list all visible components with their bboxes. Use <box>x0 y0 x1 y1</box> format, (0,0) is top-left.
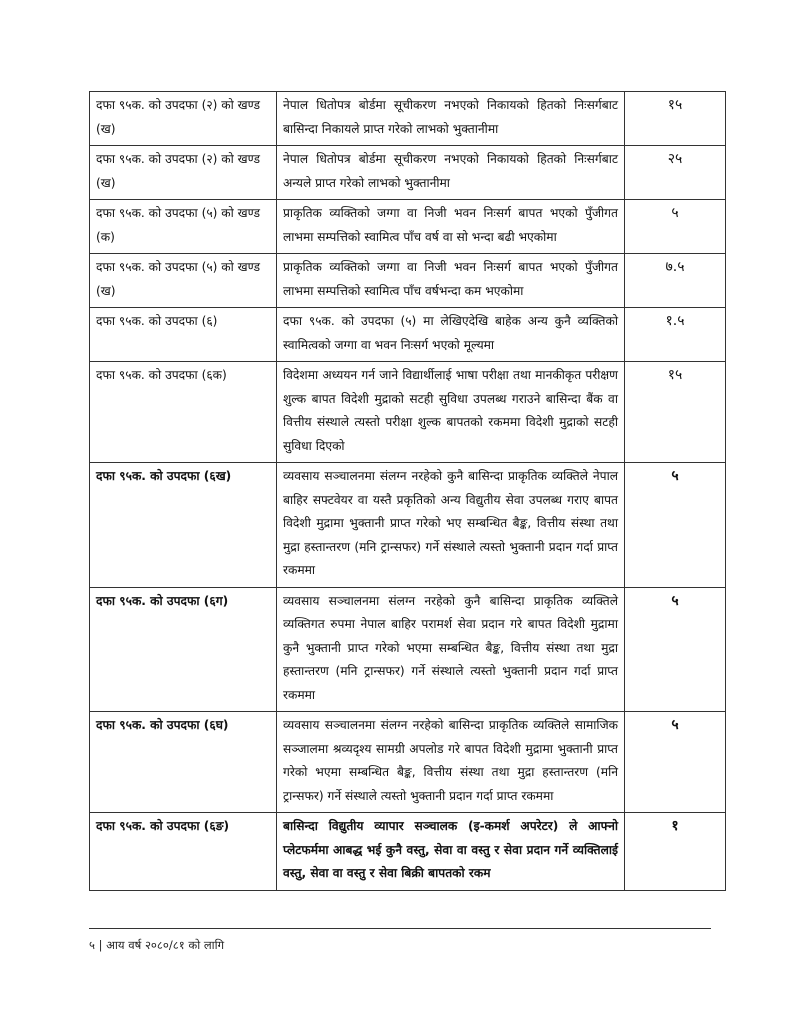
table-row <box>90 200 726 254</box>
description-cell: दफा ९५क. को उपदफा (५) मा लेखिएदेखि बाहेक अन्य कुनै व्यक्तिको स्वामित्वको जग्गा वा भवन निःसर्ग भएको मूल्यमा <box>277 308 625 362</box>
table-row <box>90 463 726 588</box>
page-footer <box>89 938 224 953</box>
section-cell: दफा ९५क. को उपदफा (२) को खण्ड (ख) <box>90 146 277 200</box>
rate-cell: ७.५ <box>625 254 726 308</box>
page-number: ५ <box>89 938 95 952</box>
rate-cell: ५ <box>625 463 726 588</box>
table-row <box>90 813 726 891</box>
description-cell: व्यवसाय सञ्चालनमा संलग्न नरहेको कुनै बासिन्दा प्राकृतिक व्यक्तिले व्यक्तिगत रुपमा नेपाल बाहिर परामर्श सेवा प्रदान गरे बापत विदेशी मुद्रामा कुनै भुक्तानी प्राप्त गरेको भएमा सम्बन्धित बैङ्क, वित्तीय संस्था तथा मुद्रा हस्तान्तरण (मनि ट्रान्सफर) गर्ने संस्थाले त्यस्तो भुक्तानी प्रदान गर्दा प्राप्त रकममा <box>277 587 625 712</box>
table-row <box>90 146 726 200</box>
rate-cell: २५ <box>625 146 726 200</box>
description-cell: व्यवसाय सञ्चालनमा संलग्न नरहेको बासिन्दा प्राकृतिक व्यक्तिले सामाजिक सञ्जालमा श्रव्यदृश्य सामग्री अपलोड गरे बापत विदेशी मुद्रामा भुक्तानी प्राप्त गरेको भएमा सम्बन्धित बैङ्क, वित्तीय संस्था तथा मुद्रा हस्तान्तरण (मनि ट्रान्सफर) गर्ने संस्थाले त्यस्तो भुक्तानी प्रदान गर्दा प्राप्त रकममा <box>277 712 625 813</box>
section-cell: दफा ९५क. को उपदफा (६ग) <box>90 587 277 712</box>
section-cell: दफा ९५क. को उपदफा (६ङ) <box>90 813 277 891</box>
section-cell: दफा ९५क. को उपदफा (२) को खण्ड (ख) <box>90 92 277 146</box>
rate-cell: ५ <box>625 587 726 712</box>
tax-rate-table <box>89 91 726 891</box>
rate-cell: १५ <box>625 362 726 463</box>
table-row <box>90 362 726 463</box>
table-row <box>90 308 726 362</box>
footer-separator: | <box>98 938 103 952</box>
section-cell: दफा ९५क. को उपदफा (५) को खण्ड (ख) <box>90 254 277 308</box>
section-cell: दफा ९५क. को उपदफा (६घ) <box>90 712 277 813</box>
section-cell: दफा ९५क. को उपदफा (६) <box>90 308 277 362</box>
description-cell: बासिन्दा विद्युतीय व्यापार सञ्चालक (इ-कमर्श अपरेटर) ले आफ्नो प्लेटफर्ममा आबद्ध भई कुनै वस्तु, सेवा वा वस्तु र सेवा प्रदान गर्ने व्यक्तिलाई वस्तु, सेवा वा वस्तु र सेवा बिक्री बापतको रकम <box>277 813 625 891</box>
rate-cell: ५ <box>625 200 726 254</box>
rate-cell: ५ <box>625 712 726 813</box>
section-cell: दफा ९५क. को उपदफा (५) को खण्ड (क) <box>90 200 277 254</box>
table-row <box>90 587 726 712</box>
footer-text: आय वर्ष २०८०/८१ को लागि <box>106 938 225 952</box>
description-cell: विदेशमा अध्ययन गर्न जाने विद्यार्थीलाई भाषा परीक्षा तथा मानकीकृत परीक्षण शुल्क बापत विदेशी मुद्राको सटही सुविधा उपलब्ध गराउने बासिन्दा बैंक वा वित्तीय संस्थाले त्यस्तो परीक्षा शुल्क बापतको रकममा विदेशी मुद्राको सटही सुविधा दिएको <box>277 362 625 463</box>
table-row <box>90 92 726 146</box>
description-cell: व्यवसाय सञ्चालनमा संलग्न नरहेको कुनै बासिन्दा प्राकृतिक व्यक्तिले नेपाल बाहिर सफ्टवेयर वा यस्तै प्रकृतिको अन्य विद्युतीय सेवा उपलब्ध गराए बापत विदेशी मुद्रामा भुक्तानी प्राप्त गरेको भए सम्बन्धित बैङ्क, वित्तीय संस्था तथा मुद्रा हस्तान्तरण (मनि ट्रान्सफर) गर्ने संस्थाले त्यस्तो भुक्तानी प्रदान गर्दा प्राप्त रकममा <box>277 463 625 588</box>
section-cell: दफा ९५क. को उपदफा (६ख) <box>90 463 277 588</box>
description-cell: नेपाल धितोपत्र बोर्डमा सूचीकरण नभएको निकायको हितको निःसर्गबाट अन्यले प्राप्त गरेको लाभको भुक्तानीमा <box>277 146 625 200</box>
table-row <box>90 254 726 308</box>
rate-cell: १ <box>625 813 726 891</box>
description-cell: नेपाल धितोपत्र बोर्डमा सूचीकरण नभएको निकायको हितको निःसर्गबाट बासिन्दा निकायले प्राप्त गरेको लाभको भुक्तानीमा <box>277 92 625 146</box>
description-cell: प्राकृतिक व्यक्तिको जग्गा वा निजी भवन निःसर्ग बापत भएको पुँजीगत लाभमा सम्पत्तिको स्वामित्व पाँच वर्षभन्दा कम भएकोमा <box>277 254 625 308</box>
section-cell: दफा ९५क. को उपदफा (६क) <box>90 362 277 463</box>
footer-divider <box>89 928 711 929</box>
rate-cell: १.५ <box>625 308 726 362</box>
table-row <box>90 712 726 813</box>
rate-cell: १५ <box>625 92 726 146</box>
description-cell: प्राकृतिक व्यक्तिको जग्गा वा निजी भवन निःसर्ग बापत भएको पुँजीगत लाभमा सम्पत्तिको स्वामित्व पाँच वर्ष वा सो भन्दा बढी भएकोमा <box>277 200 625 254</box>
